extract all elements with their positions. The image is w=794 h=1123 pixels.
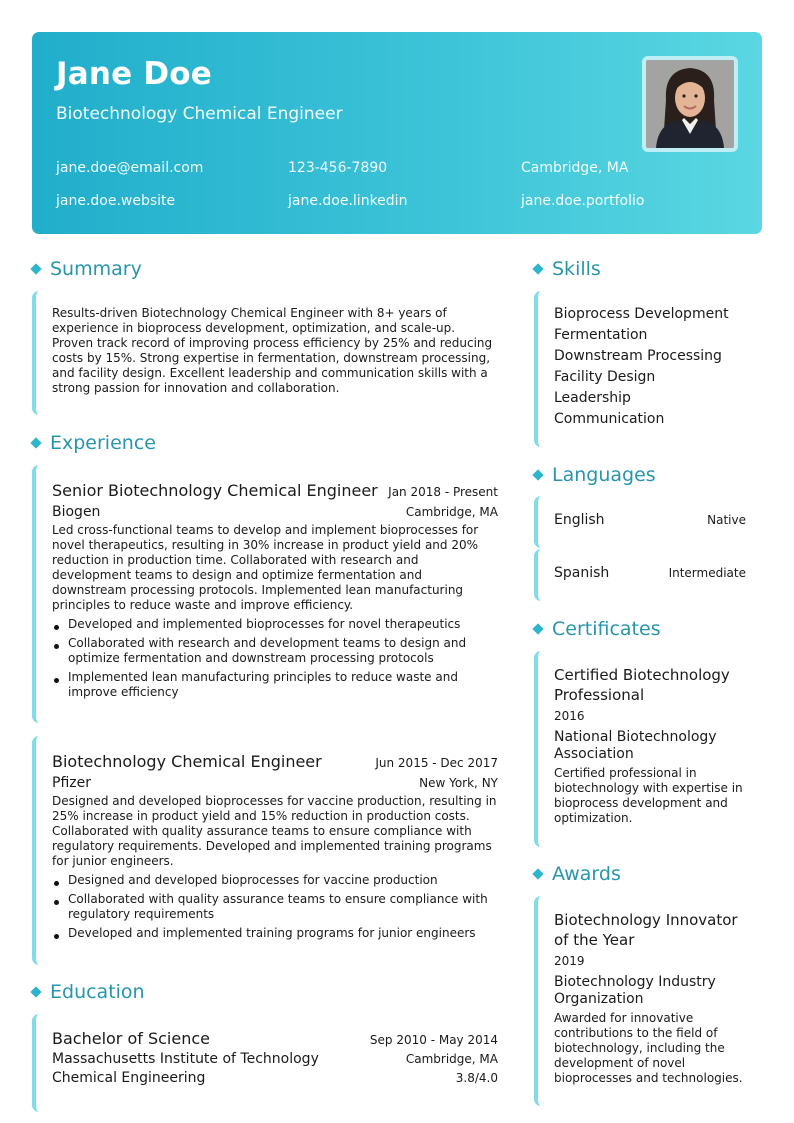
diamond-icon [30,986,41,997]
certificate-item [534,651,750,847]
experience-dates: Jan 2018 - Present [388,485,498,499]
summary-box [32,291,498,415]
education-gpa: 3.8/4.0 [455,1071,498,1085]
award-year: 2019 [554,954,585,968]
experience-description: Led cross-functional teams to develop and implement bioprocesses for novel therapeutics, resulting in 30% increase in product yield and 20% reduction in production time. Collaborated with research and development teams to design and optimize fermentation and downstream processing protocols. Implemented lean manufacturing principles to reduce waste and improve efficiency. [52,523,479,612]
bullet-item: Developed and implemented training programs for junior engineers [52,926,498,941]
experience-title: Senior Biotechnology Chemical Engineer [52,481,378,500]
diamond-icon [532,263,543,274]
diamond-icon [30,263,41,274]
bullet-item: Designed and developed bioprocesses for vaccine production [52,873,498,888]
portfolio-link[interactable]: jane.doe.portfolio [521,193,645,209]
email-link[interactable]: jane.doe@email.com [56,160,204,176]
diamond-icon [532,469,543,480]
skill-item: Bioprocess Development [554,306,729,322]
diamond-icon [532,623,543,634]
award-org: Biotechnology Industry Organization [554,974,716,1007]
language-name: English [554,512,605,528]
resume-header [32,32,762,234]
experience-title: Biotechnology Chemical Engineer [52,752,322,771]
location-text: Cambridge, MA [521,160,629,176]
language-level: Native [707,513,746,527]
experience-bullets [52,873,498,941]
certificate-org: National Biotechnology Association [554,729,717,762]
experience-company: Pfizer [52,775,91,791]
profile-photo [642,56,738,152]
education-heading: Education [30,981,145,1003]
experience-heading: Experience [30,432,156,454]
language-level: Intermediate [668,566,746,580]
experience-item [32,465,498,723]
certificate-year: 2016 [554,709,585,723]
bullet-item: Collaborated with quality assurance teams to ensure compliance with regulatory requirements [52,892,498,922]
candidate-name: Jane Doe [56,56,212,92]
bullet-item: Implemented lean manufacturing principles to reduce waste and improve efficiency [52,670,498,700]
summary-heading: Summary [30,258,142,280]
job-title: Biotechnology Chemical Engineer [56,104,343,124]
experience-location: New York, NY [419,776,498,790]
skill-item: Facility Design [554,369,656,385]
diamond-icon [30,437,41,448]
experience-company: Biogen [52,504,101,520]
skill-item: Leadership [554,390,631,406]
language-item [534,496,750,548]
website-link[interactable]: jane.doe.website [56,193,176,209]
experience-dates: Jun 2015 - Dec 2017 [375,756,498,770]
education-location: Cambridge, MA [405,1052,498,1066]
experience-location: Cambridge, MA [405,505,498,519]
education-item [32,1014,498,1112]
language-item [534,549,750,601]
skills-box [534,291,750,447]
bullet-item: Collaborated with research and development teams to design and optimize fermentation and downstream processing protocols [52,636,498,666]
certificates-heading: Certificates [532,618,661,640]
certificate-title: Certified Biotechnology Professional [554,666,730,704]
skills-heading: Skills [532,258,601,280]
awards-heading: Awards [532,863,621,885]
education-school: Massachusetts Institute of Technology [52,1051,319,1067]
award-description: Awarded for innovative contributions to the field of biotechnology, including the development of novel bioprocesses and technologies. [554,1011,743,1085]
languages-heading: Languages [532,464,656,486]
education-field: Chemical Engineering [52,1070,206,1086]
language-name: Spanish [554,565,610,581]
linkedin-link[interactable]: jane.doe.linkedin [288,193,408,209]
experience-description: Designed and developed bioprocesses for vaccine production, resulting in 25% increase in product yield and 15% reduction in production costs. Collaborated with quality assurance teams to ensure compliance with regulatory requirements. Developed and implemented training programs for junior engineers. [52,794,497,868]
skill-item: Fermentation [554,327,648,343]
skill-item: Communication [554,411,665,427]
summary-text: Results-driven Biotechnology Chemical Engineer with 8+ years of experience in bioprocess development, optimization, and scale-up. Proven track record of improving process efficiency by 25% and reducing costs by 15%. Strong expertise in fermentation, downstream processing, and facility design. Excellent leadership and communication skills with a strong passion for innovation and collaboration. [52,306,493,395]
skill-item: Downstream Processing [554,348,722,364]
experience-item [32,736,498,965]
experience-bullets [52,617,498,700]
phone-number: 123-456-7890 [288,160,388,176]
bullet-item: Developed and implemented bioprocesses for novel therapeutics [52,617,498,632]
education-degree: Bachelor of Science [52,1029,210,1048]
certificate-description: Certified professional in biotechnology with expertise in bioprocess development and optimization. [554,766,743,825]
profile-photo-image [646,60,734,148]
education-dates: Sep 2010 - May 2014 [369,1033,498,1047]
diamond-icon [532,868,543,879]
award-item [534,896,750,1106]
award-title: Biotechnology Innovator of the Year [554,911,738,949]
